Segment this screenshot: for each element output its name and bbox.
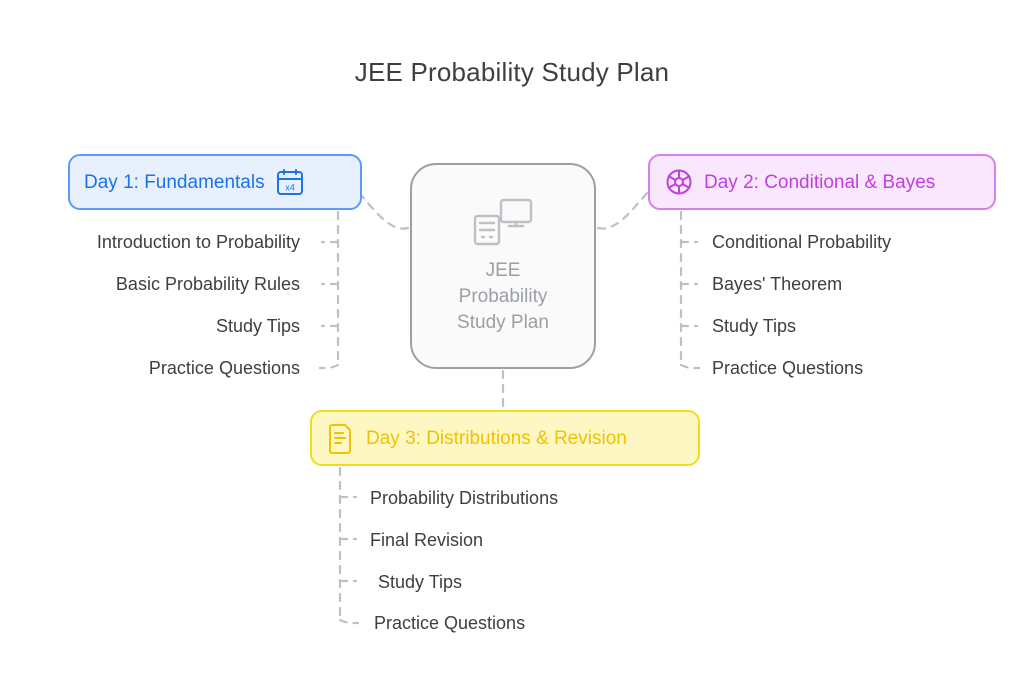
leaf-day3-2: Final Revision [370,530,484,550]
leaf-day2-3: Study Tips [712,316,797,336]
leaf-day1-4: Practice Questions [148,358,300,378]
branch-label-day3: Day 3: Distributions & Revision [366,427,627,449]
stub-day3-4 [340,620,358,623]
center-label-line-2: Probability [458,286,548,307]
leaf-day3-3: Study Tips [378,572,463,592]
link-center-day1 [362,196,408,229]
calendar-x4-icon [275,167,305,197]
branch-header-day3[interactable] [310,410,700,466]
center-node-label [457,258,549,336]
note-document-icon [326,422,356,454]
leaf-day2-2: Bayes' Theorem [712,274,843,294]
stub-day2-4 [681,365,699,368]
center-label-line-3: Study Plan [457,312,549,333]
leaf-day1-3: Study Tips [215,316,300,336]
leaf-day3-4: Practice Questions [374,613,526,633]
globe-network-icon [664,167,694,197]
leaf-day2-1: Conditional Probability [712,232,892,252]
page-title: JEE Probability Study Plan [354,57,670,87]
branch-header-day1[interactable] [68,154,362,210]
branch-header-day2[interactable] [648,154,996,210]
leaf-day2-4: Practice Questions [712,358,864,378]
devices-icon [471,196,535,252]
link-center-day2 [598,192,648,229]
leaf-day1-2: Basic Probability Rules [115,274,300,294]
center-node[interactable] [410,163,596,369]
leaf-day1-1: Introduction to Probability [96,232,300,252]
svg-text:x4: x4 [284,182,295,193]
branch-label-day2: Day 2: Conditional & Bayes [704,171,936,193]
leaf-day3-1: Probability Distributions [370,488,559,508]
center-label-line-1: JEE [485,260,521,281]
branch-label-day1: Day 1: Fundamentals [84,171,265,193]
stub-day1-4 [320,365,338,368]
